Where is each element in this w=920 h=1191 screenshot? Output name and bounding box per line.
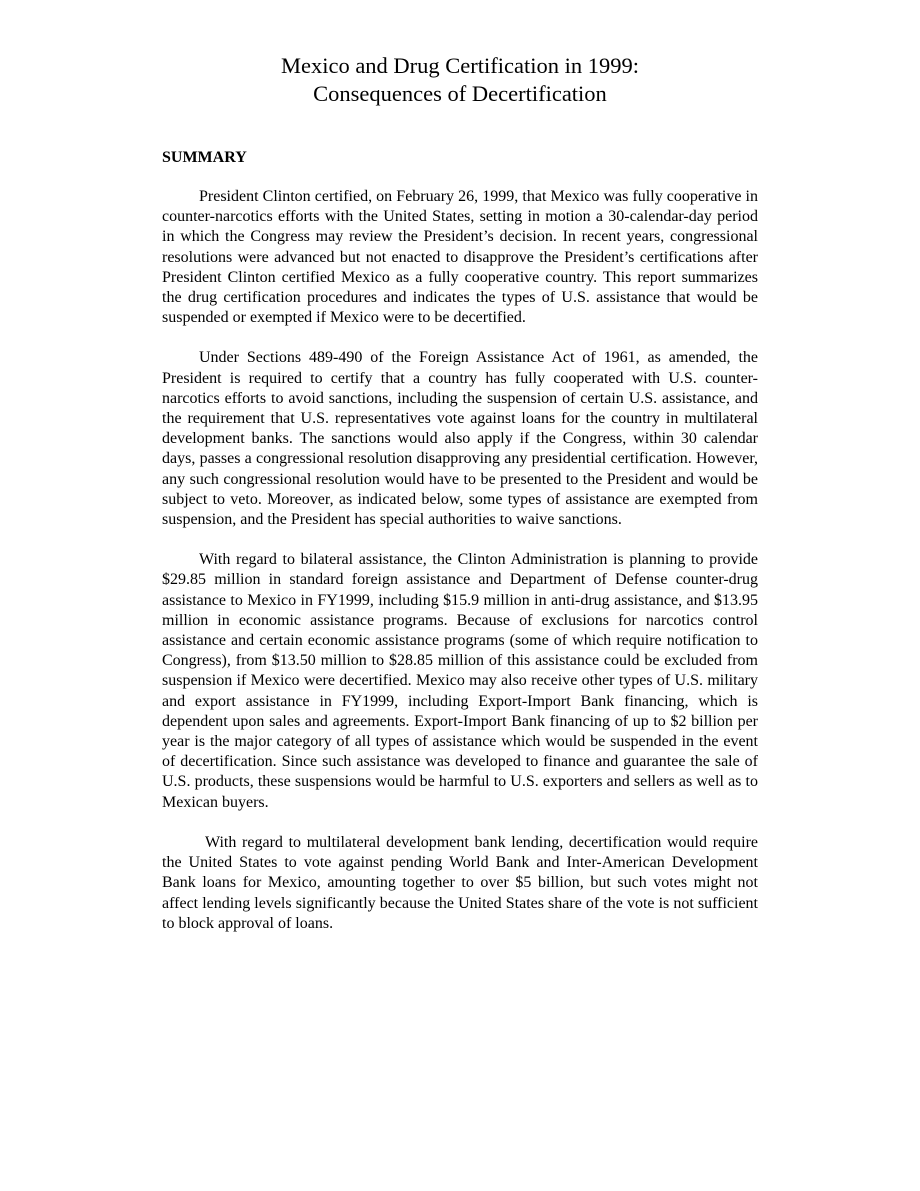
document-title [162,52,758,108]
paragraph-legal-basis: Under Sections 489-490 of the Foreign Assistance Act of 1961, as amended, the President is required to certify that a country has fully cooperated with U.S. counter-narcotics efforts to avoid sanctions, including the suspension of certain U.S. assistance, and the requirement that U.S. representatives vote against loans for the country in multilateral development banks. The sanctions would also apply if the Congress, within 30 calendar days, passes a congressional resolution disapproving any presidential certification. However, any such congressional resolution would have to be presented to the President and would be subject to veto. Moreover, as indicated below, some types of assistance are exempted from suspension, and the President has special authorities to waive sanctions. [162,349,758,529]
document-page [162,52,758,954]
paragraph-bilateral-assistance: With regard to bilateral assistance, the Clinton Administration is planning to provide $29.85 million in standard foreign assistance and Department of Defense counter-drug assistance to Mexico in FY1999, including $15.9 million in anti-drug assistance, and $13.95 million in economic assistance programs. Because of exclusions for narcotics control assistance and certain economic assistance programs (some of which require notification to Congress), from $13.50 million to $28.85 million of this assistance could be excluded from suspension if Mexico were decertified. Mexico may also receive other types of U.S. military and export assistance in FY1999, including Export-Import Bank financing, which is dependent upon sales and agreements. Export-Import Bank financing of up to $2 billion per year is the major category of all types of assistance which would be suspended in the event of decertification. Since such assistance was developed to finance and guarantee the sale of U.S. products, these suspensions would be harmful to U.S. exporters and sellers as well as to Mexican buyers. [162,551,758,811]
summary-heading: SUMMARY [162,149,247,166]
title-line-1: Mexico and Drug Certification in 1999: [280,53,640,78]
paragraph-multilateral-lending: With regard to multilateral development bank lending, decertification would require the United States to vote against pending World Bank and Inter-American Development Bank loans for Mexico, amounting together to over $5 billion, but such votes might not affect lending levels significantly because the United States share of the vote is not sufficient to block approval of loans. [162,833,758,932]
paragraph-certification: President Clinton certified, on February 26, 1999, that Mexico was fully cooperative in counter-narcotics efforts with the United States, setting in motion a 30-calendar-day period in which the Congress may review the President’s decision. In recent years, congressional resolutions were advanced but not enacted to disapprove the President’s certifications after President Clinton certified Mexico as a fully cooperative country. This report summarizes the drug certification procedures and indicates the types of U.S. assistance that would be suspended or exempted if Mexico were to be decertified. [162,188,758,327]
title-line-2: Consequences of Decertification [313,81,607,106]
